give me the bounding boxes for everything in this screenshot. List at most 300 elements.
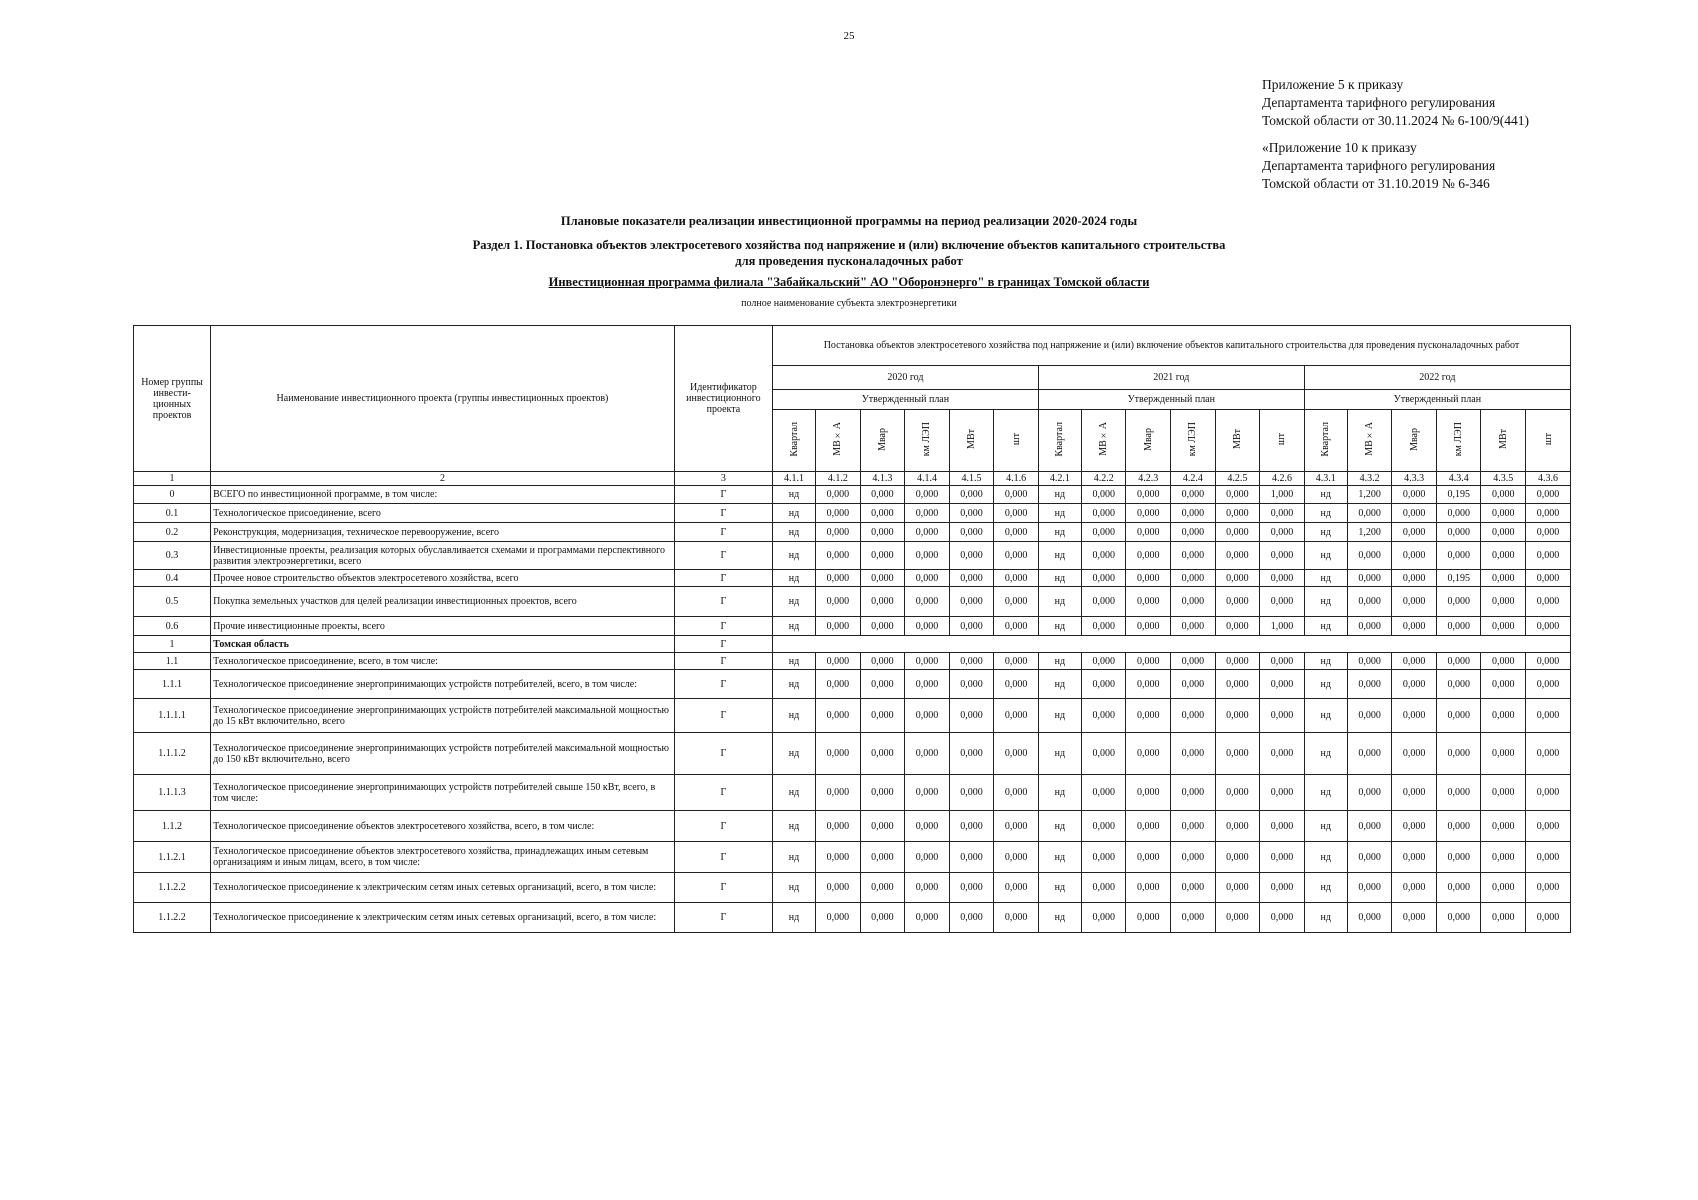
row-value: 0,000 bbox=[1526, 699, 1571, 733]
header-unit-label: МВт bbox=[1231, 429, 1243, 449]
row-value: 0,195 bbox=[1436, 486, 1481, 504]
row-value: нд bbox=[772, 587, 815, 617]
row-value: 0,000 bbox=[860, 523, 905, 542]
row-value: 0,000 bbox=[1392, 542, 1437, 570]
row-value: 0,000 bbox=[905, 873, 950, 903]
row-value: 0,000 bbox=[1215, 811, 1260, 842]
row-value: 0,000 bbox=[1171, 486, 1216, 504]
row-value: нд bbox=[1038, 903, 1081, 933]
row-value: 0,000 bbox=[1171, 523, 1216, 542]
table-row bbox=[134, 570, 1571, 587]
row-value: 0,000 bbox=[1171, 903, 1216, 933]
row-value: 0,000 bbox=[1392, 523, 1437, 542]
header-column-number: 4.2.2 bbox=[1081, 472, 1126, 486]
header-column-number: 2 bbox=[211, 472, 675, 486]
header-approved-plan: Утвержденный план bbox=[1038, 390, 1304, 410]
row-value: 0,000 bbox=[1436, 542, 1481, 570]
row-value: нд bbox=[1304, 903, 1347, 933]
row-value: 0,000 bbox=[1481, 699, 1526, 733]
row-value: 0,000 bbox=[1392, 733, 1437, 775]
row-value: 0,000 bbox=[949, 811, 994, 842]
row-value: 0,000 bbox=[1260, 653, 1305, 670]
row-value: 0,000 bbox=[949, 486, 994, 504]
appendix-line: Департамента тарифного регулирования bbox=[1262, 158, 1496, 173]
program-name: Инвестиционная программа филиала "Забайкальский" АО "Оборонэнерго" в границах Томской области bbox=[548, 275, 1150, 289]
header-unit-label: МВ×А bbox=[1364, 422, 1376, 456]
row-group-number: 1.1.2.2 bbox=[134, 903, 211, 933]
row-value: 0,000 bbox=[1526, 542, 1571, 570]
row-value: нд bbox=[1304, 542, 1347, 570]
row-value: нд bbox=[1304, 504, 1347, 523]
row-value: 0,000 bbox=[1081, 542, 1126, 570]
row-value: 0,000 bbox=[1260, 842, 1305, 873]
row-project-id: Г bbox=[674, 842, 772, 873]
row-value: 0,000 bbox=[1260, 699, 1305, 733]
row-value: 0,000 bbox=[994, 504, 1039, 523]
row-value: 0,000 bbox=[1481, 542, 1526, 570]
row-value: 0,000 bbox=[1171, 504, 1216, 523]
row-value: 0,000 bbox=[816, 775, 861, 811]
row-value: нд bbox=[1038, 775, 1081, 811]
document-title: Плановые показатели реализации инвестиционной программы на период реализации 2020-2024 годы bbox=[560, 214, 1138, 228]
row-value: 0,000 bbox=[860, 486, 905, 504]
row-value: нд bbox=[772, 733, 815, 775]
row-value: 0,000 bbox=[1126, 775, 1171, 811]
row-value: нд bbox=[772, 504, 815, 523]
row-value: 0,195 bbox=[1436, 570, 1481, 587]
row-value: 0,000 bbox=[1081, 486, 1126, 504]
row-group-number: 1.1.1.3 bbox=[134, 775, 211, 811]
row-value: 0,000 bbox=[1526, 523, 1571, 542]
row-value: нд bbox=[772, 873, 815, 903]
row-value: 0,000 bbox=[994, 775, 1039, 811]
appendix-line: Томской области от 30.11.2024 № 6-100/9(441) bbox=[1262, 113, 1529, 128]
header-unit-label: шт bbox=[1010, 432, 1022, 446]
row-group-number: 0.3 bbox=[134, 542, 211, 570]
row-value: нд bbox=[1304, 486, 1347, 504]
row-value: нд bbox=[772, 699, 815, 733]
row-value: 0,000 bbox=[1392, 873, 1437, 903]
row-project-name: Томская область bbox=[211, 636, 675, 653]
row-value: нд bbox=[1038, 486, 1081, 504]
row-value: 0,000 bbox=[994, 570, 1039, 587]
row-value: 0,000 bbox=[1126, 486, 1171, 504]
row-value: нд bbox=[1304, 699, 1347, 733]
row-value: нд bbox=[1304, 523, 1347, 542]
row-value: нд bbox=[772, 570, 815, 587]
header-group-number: Номер группы инвести-ционных проектов bbox=[134, 326, 211, 472]
row-project-id: Г bbox=[674, 873, 772, 903]
header-unit bbox=[1347, 410, 1392, 472]
row-value: 0,000 bbox=[1171, 842, 1216, 873]
page-number: 25 bbox=[843, 30, 855, 42]
row-value: 0,000 bbox=[1126, 699, 1171, 733]
row-project-name: Покупка земельных участков для целей реализации инвестиционных проектов, всего bbox=[211, 587, 675, 617]
row-value: 0,000 bbox=[1215, 542, 1260, 570]
row-project-id: Г bbox=[674, 775, 772, 811]
row-value: 0,000 bbox=[1392, 570, 1437, 587]
row-value: 0,000 bbox=[1436, 670, 1481, 699]
row-value: 0,000 bbox=[1392, 670, 1437, 699]
table-row bbox=[134, 903, 1571, 933]
row-value: нд bbox=[1304, 653, 1347, 670]
header-unit-label: МВ×А bbox=[1098, 422, 1110, 456]
row-group-number: 1.1.1.2 bbox=[134, 733, 211, 775]
section-title-line-2: для проведения пусконаладочных работ bbox=[735, 254, 963, 268]
row-value: 0,000 bbox=[1392, 504, 1437, 523]
row-project-id: Г bbox=[674, 636, 772, 653]
row-group-number: 1.1.2.2 bbox=[134, 873, 211, 903]
row-value: 0,000 bbox=[1126, 873, 1171, 903]
row-value: 0,000 bbox=[816, 504, 861, 523]
row-project-id: Г bbox=[674, 587, 772, 617]
row-value: 0,000 bbox=[1526, 670, 1571, 699]
header-column-number: 4.3.6 bbox=[1526, 472, 1571, 486]
row-value: 0,000 bbox=[1392, 699, 1437, 733]
table-row bbox=[134, 670, 1571, 699]
row-value: 0,000 bbox=[860, 587, 905, 617]
row-value: 0,000 bbox=[1126, 570, 1171, 587]
row-value: 0,000 bbox=[1260, 733, 1305, 775]
row-value: 0,000 bbox=[949, 903, 994, 933]
row-value: 0,000 bbox=[1436, 504, 1481, 523]
row-project-id: Г bbox=[674, 486, 772, 504]
row-value: 0,000 bbox=[1126, 617, 1171, 636]
row-value: нд bbox=[1304, 873, 1347, 903]
row-value: нд bbox=[1038, 670, 1081, 699]
header-unit-label: Квартал bbox=[788, 421, 800, 457]
row-value: 0,000 bbox=[949, 775, 994, 811]
row-value: 0,000 bbox=[1171, 873, 1216, 903]
row-value: 0,000 bbox=[860, 653, 905, 670]
row-value: 0,000 bbox=[994, 873, 1039, 903]
row-value: 0,000 bbox=[1481, 670, 1526, 699]
header-unit-label: Мвар bbox=[1408, 427, 1420, 451]
row-value: 0,000 bbox=[1392, 811, 1437, 842]
row-value: нд bbox=[772, 486, 815, 504]
row-value: 0,000 bbox=[1526, 842, 1571, 873]
row-project-id: Г bbox=[674, 542, 772, 570]
row-empty-values bbox=[772, 636, 1570, 653]
row-value: 0,000 bbox=[816, 587, 861, 617]
row-project-name: Прочее новое строительство объектов электросетевого хозяйства, всего bbox=[211, 570, 675, 587]
row-value: 0,000 bbox=[1081, 775, 1126, 811]
row-value: 0,000 bbox=[1347, 842, 1392, 873]
row-value: 0,000 bbox=[1481, 570, 1526, 587]
row-value: 0,000 bbox=[816, 842, 861, 873]
row-value: 0,000 bbox=[994, 699, 1039, 733]
row-value: 0,000 bbox=[949, 653, 994, 670]
row-group-number: 0 bbox=[134, 486, 211, 504]
row-value: 0,000 bbox=[1347, 587, 1392, 617]
row-value: 0,000 bbox=[949, 670, 994, 699]
row-project-name: Технологическое присоединение энергопринимающих устройств потребителей максимальной мощностью до 150 кВт включительно, всего bbox=[211, 733, 675, 775]
row-value: 0,000 bbox=[1126, 653, 1171, 670]
row-value: нд bbox=[772, 842, 815, 873]
header-commissioning-group: Постановка объектов электросетевого хозяйства под напряжение и (или) включение объектов капитального строительства для проведения пусконаладочных работ bbox=[772, 326, 1570, 366]
header-unit bbox=[994, 410, 1039, 472]
row-value: 0,000 bbox=[1171, 587, 1216, 617]
row-value: 0,000 bbox=[1215, 699, 1260, 733]
row-value: 0,000 bbox=[1126, 733, 1171, 775]
row-value: 0,000 bbox=[905, 587, 950, 617]
row-value: 0,000 bbox=[860, 873, 905, 903]
row-value: 0,000 bbox=[1215, 775, 1260, 811]
row-value: нд bbox=[772, 653, 815, 670]
row-value: 0,000 bbox=[1081, 873, 1126, 903]
row-value: нд bbox=[1038, 523, 1081, 542]
table-row bbox=[134, 587, 1571, 617]
row-value: 0,000 bbox=[1481, 523, 1526, 542]
row-value: 0,000 bbox=[994, 653, 1039, 670]
row-value: 0,000 bbox=[860, 617, 905, 636]
row-group-number: 1.1 bbox=[134, 653, 211, 670]
row-value: 0,000 bbox=[1436, 523, 1481, 542]
row-value: 0,000 bbox=[905, 903, 950, 933]
row-value: 0,000 bbox=[1436, 775, 1481, 811]
row-value: 0,000 bbox=[905, 653, 950, 670]
header-column-number: 4.2.1 bbox=[1038, 472, 1081, 486]
row-value: нд bbox=[772, 523, 815, 542]
row-value: 0,000 bbox=[1081, 617, 1126, 636]
row-value: 0,000 bbox=[949, 842, 994, 873]
header-unit bbox=[772, 410, 815, 472]
header-unit bbox=[1392, 410, 1437, 472]
header-column-number: 4.2.5 bbox=[1215, 472, 1260, 486]
row-project-name: Технологическое присоединение энергопринимающих устройств потребителей свыше 150 кВт, всего, в том числе: bbox=[211, 775, 675, 811]
row-value: нд bbox=[1304, 587, 1347, 617]
row-project-name: Технологическое присоединение энергопринимающих устройств потребителей максимальной мощностью до 15 кВт включительно, всего bbox=[211, 699, 675, 733]
row-project-name: Технологическое присоединение объектов электросетевого хозяйства, принадлежащих иным сетевым организациям и иным лицам, всего, в том числе: bbox=[211, 842, 675, 873]
row-value: 0,000 bbox=[1436, 587, 1481, 617]
row-value: нд bbox=[1038, 653, 1081, 670]
header-column-number: 4.1.4 bbox=[905, 472, 950, 486]
row-value: 0,000 bbox=[1215, 570, 1260, 587]
row-value: 0,000 bbox=[1260, 903, 1305, 933]
row-value: 0,000 bbox=[1171, 811, 1216, 842]
table-row bbox=[134, 842, 1571, 873]
row-value: 0,000 bbox=[860, 842, 905, 873]
row-value: 0,000 bbox=[1215, 903, 1260, 933]
row-value: 0,000 bbox=[1215, 873, 1260, 903]
row-value: 0,000 bbox=[1481, 775, 1526, 811]
row-value: 0,000 bbox=[816, 486, 861, 504]
row-value: 0,000 bbox=[1215, 617, 1260, 636]
row-value: 0,000 bbox=[1126, 542, 1171, 570]
header-unit bbox=[1260, 410, 1305, 472]
row-project-name: Технологическое присоединение, всего bbox=[211, 504, 675, 523]
header-approved-plan: Утвержденный план bbox=[1304, 390, 1570, 410]
row-value: 0,000 bbox=[1526, 617, 1571, 636]
row-value: 0,000 bbox=[1526, 873, 1571, 903]
row-value: 0,000 bbox=[816, 653, 861, 670]
row-value: 0,000 bbox=[994, 486, 1039, 504]
row-value: нд bbox=[1304, 842, 1347, 873]
row-value: 0,000 bbox=[994, 842, 1039, 873]
row-value: 0,000 bbox=[1526, 733, 1571, 775]
header-column-number: 4.1.6 bbox=[994, 472, 1039, 486]
row-value: 0,000 bbox=[1481, 587, 1526, 617]
row-value: 0,000 bbox=[1260, 775, 1305, 811]
row-value: 0,000 bbox=[1126, 811, 1171, 842]
header-unit bbox=[1215, 410, 1260, 472]
header-unit-label: км ЛЭП bbox=[1453, 421, 1465, 457]
table-row bbox=[134, 486, 1571, 504]
row-value: 0,000 bbox=[1215, 842, 1260, 873]
row-value: 0,000 bbox=[949, 570, 994, 587]
row-value: 0,000 bbox=[860, 775, 905, 811]
row-value: 0,000 bbox=[1526, 486, 1571, 504]
header-year: 2021 год bbox=[1038, 366, 1304, 390]
row-group-number: 1.1.1.1 bbox=[134, 699, 211, 733]
row-value: 0,000 bbox=[949, 617, 994, 636]
row-value: 0,000 bbox=[1392, 486, 1437, 504]
row-value: нд bbox=[1038, 699, 1081, 733]
row-value: 0,000 bbox=[1081, 811, 1126, 842]
row-value: 0,000 bbox=[1260, 542, 1305, 570]
table-row bbox=[134, 653, 1571, 670]
row-value: 0,000 bbox=[1436, 617, 1481, 636]
row-value: 0,000 bbox=[816, 811, 861, 842]
row-project-name: Прочие инвестиционные проекты, всего bbox=[211, 617, 675, 636]
row-value: 0,000 bbox=[1126, 587, 1171, 617]
section-title-line-1: Раздел 1. Постановка объектов электросетевого хозяйства под напряжение и (или) включение объектов капитального строительства bbox=[472, 238, 1226, 252]
row-value: 0,000 bbox=[1526, 504, 1571, 523]
row-value: 0,000 bbox=[1260, 570, 1305, 587]
appendix-line: «Приложение 10 к приказу bbox=[1262, 140, 1417, 155]
header-column-number: 4.3.4 bbox=[1436, 472, 1481, 486]
row-group-number: 1.1.2.1 bbox=[134, 842, 211, 873]
row-value: 0,000 bbox=[1392, 775, 1437, 811]
table-row bbox=[134, 617, 1571, 636]
row-value: 0,000 bbox=[1126, 903, 1171, 933]
header-project-name: Наименование инвестиционного проекта (группы инвестиционных проектов) bbox=[211, 326, 675, 472]
row-value: 0,000 bbox=[905, 733, 950, 775]
row-value: 1,000 bbox=[1260, 486, 1305, 504]
row-value: 0,000 bbox=[1081, 670, 1126, 699]
row-group-number: 0.2 bbox=[134, 523, 211, 542]
header-column-number: 4.2.3 bbox=[1126, 472, 1171, 486]
row-value: нд bbox=[1304, 617, 1347, 636]
row-value: 0,000 bbox=[1526, 570, 1571, 587]
row-project-id: Г bbox=[674, 670, 772, 699]
row-value: 0,000 bbox=[1436, 699, 1481, 733]
row-value: 0,000 bbox=[860, 542, 905, 570]
table-row bbox=[134, 636, 1571, 653]
row-value: нд bbox=[1038, 873, 1081, 903]
header-project-id: Идентификатор инвестиционного проекта bbox=[674, 326, 772, 472]
row-value: 0,000 bbox=[1081, 903, 1126, 933]
row-value: нд bbox=[1304, 733, 1347, 775]
row-value: 0,000 bbox=[1126, 670, 1171, 699]
row-value: 0,000 bbox=[816, 617, 861, 636]
header-unit-label: км ЛЭП bbox=[921, 421, 933, 457]
header-unit bbox=[1481, 410, 1526, 472]
row-value: 0,000 bbox=[816, 699, 861, 733]
header-unit bbox=[816, 410, 861, 472]
row-project-name: Технологическое присоединение к электрическим сетям иных сетевых организаций, всего, в том числе: bbox=[211, 873, 675, 903]
row-value: 0,000 bbox=[1215, 504, 1260, 523]
row-project-id: Г bbox=[674, 570, 772, 587]
header-unit-label: шт bbox=[1542, 432, 1554, 446]
row-value: 0,000 bbox=[1436, 811, 1481, 842]
header-unit-label: шт bbox=[1276, 432, 1288, 446]
row-value: 0,000 bbox=[1215, 523, 1260, 542]
row-value: 0,000 bbox=[949, 733, 994, 775]
row-value: 0,000 bbox=[1392, 653, 1437, 670]
row-group-number: 0.5 bbox=[134, 587, 211, 617]
header-approved-plan: Утвержденный план bbox=[772, 390, 1038, 410]
header-unit-label: Мвар bbox=[1142, 427, 1154, 451]
header-unit bbox=[1171, 410, 1216, 472]
row-value: 0,000 bbox=[905, 670, 950, 699]
header-unit bbox=[1436, 410, 1481, 472]
header-column-number: 4.3.2 bbox=[1347, 472, 1392, 486]
row-value: 0,000 bbox=[1260, 523, 1305, 542]
row-value: 0,000 bbox=[1260, 504, 1305, 523]
row-value: 0,000 bbox=[994, 523, 1039, 542]
row-value: 0,000 bbox=[1171, 617, 1216, 636]
header-unit bbox=[1304, 410, 1347, 472]
row-value: 0,000 bbox=[1171, 653, 1216, 670]
table-row bbox=[134, 542, 1571, 570]
row-value: 0,000 bbox=[860, 670, 905, 699]
row-value: 0,000 bbox=[905, 775, 950, 811]
row-value: 0,000 bbox=[1481, 617, 1526, 636]
header-column-number: 4.1.3 bbox=[860, 472, 905, 486]
row-value: 1,200 bbox=[1347, 523, 1392, 542]
row-value: 0,000 bbox=[1081, 523, 1126, 542]
row-value: нд bbox=[1038, 733, 1081, 775]
row-value: 0,000 bbox=[1392, 842, 1437, 873]
header-unit-label: МВт bbox=[1497, 429, 1509, 449]
row-value: нд bbox=[1038, 811, 1081, 842]
row-value: 0,000 bbox=[860, 811, 905, 842]
row-value: 0,000 bbox=[905, 486, 950, 504]
row-value: 0,000 bbox=[994, 733, 1039, 775]
row-value: 0,000 bbox=[1081, 570, 1126, 587]
row-value: 0,000 bbox=[1347, 542, 1392, 570]
header-column-number: 4.1.1 bbox=[772, 472, 815, 486]
row-value: 0,000 bbox=[949, 523, 994, 542]
row-value: 0,000 bbox=[1347, 733, 1392, 775]
row-value: нд bbox=[772, 811, 815, 842]
header-column-number: 4.2.6 bbox=[1260, 472, 1305, 486]
appendix-line: Томской области от 31.10.2019 № 6-346 bbox=[1262, 176, 1490, 191]
row-value: нд bbox=[1038, 570, 1081, 587]
row-value: нд bbox=[772, 670, 815, 699]
row-value: 0,000 bbox=[905, 617, 950, 636]
row-project-id: Г bbox=[674, 523, 772, 542]
row-value: 0,000 bbox=[905, 523, 950, 542]
header-unit-label: Квартал bbox=[1054, 421, 1066, 457]
row-project-id: Г bbox=[674, 617, 772, 636]
header-column-number: 3 bbox=[674, 472, 772, 486]
row-value: 0,000 bbox=[1481, 504, 1526, 523]
row-value: 0,000 bbox=[1126, 842, 1171, 873]
row-project-id: Г bbox=[674, 811, 772, 842]
row-value: 0,000 bbox=[994, 903, 1039, 933]
table-row bbox=[134, 504, 1571, 523]
row-value: нд bbox=[1038, 842, 1081, 873]
appendix-reference-current bbox=[1262, 76, 1529, 130]
row-value: 0,000 bbox=[1215, 587, 1260, 617]
row-value: нд bbox=[772, 542, 815, 570]
row-value: 0,000 bbox=[1215, 733, 1260, 775]
row-value: нд bbox=[1304, 570, 1347, 587]
row-value: 0,000 bbox=[1171, 733, 1216, 775]
row-value: 0,000 bbox=[949, 587, 994, 617]
